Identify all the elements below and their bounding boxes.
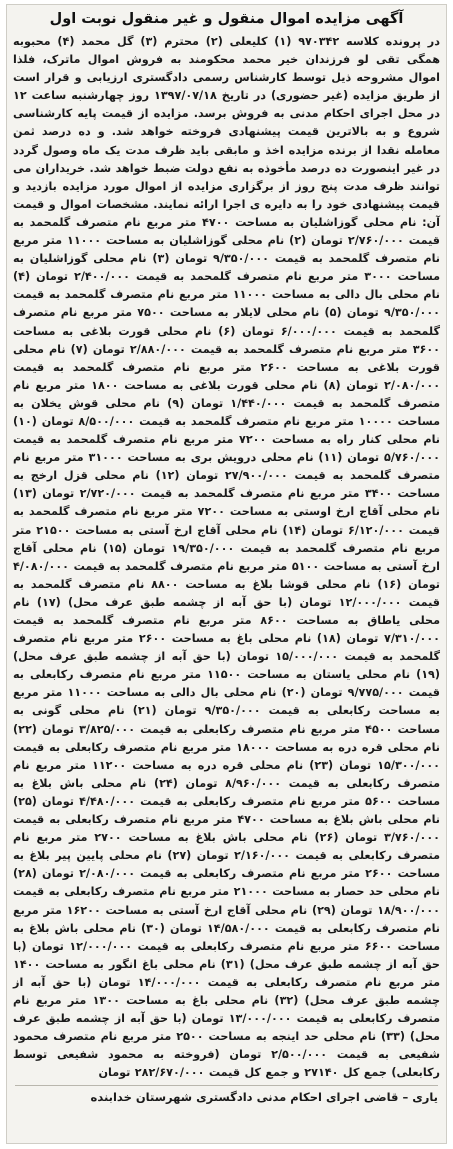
notice-body: در پرونده کلاسه ۹۷۰۳۴۲ (۱) کلیعلی (۲) محترم (۳) گل محمد (۴) محبوبه همگی تقی لو فرزندان خیر محمد محکومند به فروش اموال ماترک، فلذا اموال مشروحه ذیل توسط کارشناس رسمی دادگستری ارزیابی و قرار است از طریق مزایده (غیر حضوری) در تاریخ ۱۳۹۷/۰۷/۱۸ روز چهارشنبه ساعت ۱۲ در محل اجرای احکام مدنی به فروش برسد. مزایده از قیمت پایه کارشناسی شروع و به بالاترین قیمت پیشنهادی فروخته خواهد شد. و ده درصد ثمن معامله نقدا از برنده مزایده اخذ و مابقی باید ظرف مدت یک ماه وصول گردد در غیر اینصورت ده درصد مأخوذه به نفع دولت ضبط خواهد شد. خریداران می توانند ظرف مدت پنج روز از برگزاری مزایده از اموال مورد مزایده بازدید و قیمت پیشنهادی خود را به دایره ی اجرا ارائه نمایند. مشخصات اموال و قیمت آن: نام محلی گوزاشلیان به مساحت ۴۷۰۰ متر مربع نام متصرف گلمحمد به قیمت ۲/۷۶۰/۰۰۰ تومان (۲) نام محلی گوزاشلیان به مساحت ۱۱۰۰۰ متر مربع نام متصرف گلمحمد به قیمت ۹/۳۵۰/۰۰۰ تومان (۳) نام محلی گوزاشلیان به مساحت ۳۰۰۰ متر مربع نام متصرف گلمحمد به قیمت ۲/۴۰۰/۰۰۰ تومان (۴) نام محلی بال دالی به مساحت ۱۱۰۰۰ متر مربع نام متصرف گلمحمد به قیمت ۹/۳۵۰/۰۰۰ تومان (۵) نام محلی لایلار به مساحت ۷۵۰۰ متر مربع نام متصرف گلمحمد به قیمت ۶/۰۰۰/۰۰۰ تومان (۶) نام محلی قورت بلاغی به مساحت ۳۶۰۰ متر مربع نام متصرف گلمحمد به قیمت ۲/۸۸۰/۰۰۰ تومان (۷) نام محلی قورت بلاغی به مساحت ۲۶۰۰ متر مربع نام متصرف گلمحمد به قیمت ۲/۰۸۰/۰۰۰ تومان (۸) نام محلی قورت بلاغی به مساحت ۱۸۰۰ متر مربع نام متصرف گلمحمد به قیمت ۱/۴۴۰/۰۰۰ تومان (۹) نام محلی قوش یخلان به مساحت ۱۰۰۰۰ متر مربع نام متصرف گلمحمد به قیمت ۸/۵۰۰/۰۰۰ تومان (۱۰) نام محلی کنار راه به مساحت ۷۲۰۰ متر مربع نام متصرف گلمحمد به قیمت ۵/۷۶۰/۰۰۰ تومان (۱۱) نام محلی درویش بری به مساحت ۳۱۰۰۰ متر مربع نام متصرف گلمحمد به قیمت ۲۷/۹۰۰/۰۰۰ تومان (۱۲) نام محلی قزل ارخج به مساحت ۳۴۰۰ متر مربع نام متصرف گلمحمد به قیمت ۲/۷۲۰/۰۰۰ تومان (۱۳) نام محلی آقاج ارخ اوستی به مساحت ۷۲۰۰ متر مربع نام متصرف گلمحمد به قیمت ۶/۱۲۰/۰۰۰ تومان (۱۴) نام محلی آقاج ارخ آستی به مساحت ۲۱۵۰۰ متر مربع نام متصرف گلمحمد به قیمت ۱۹/۳۵۰/۰۰۰ تومان (۱۵) نام محلی آقاج ارخ آستی به مساحت ۵۱۰۰ متر مربع نام متصرف گلمحمد به قیمت ۴/۰۸۰/۰۰۰ تومان (۱۶) نام محلی قوشا بلاغ به مساحت ۸۸۰۰ نام متصرف گلمحمد به قیمت ۱۲/۰۰۰/۰۰۰ تومان (با حق آبه از چشمه طبق عرف محل) (۱۷) نام محلی یاطاق به مساحت ۸۶۰۰ متر مربع نام متصرف گلمحمد به قیمت ۷/۳۱۰/۰۰۰ تومان (۱۸) نام محلی باغ به مساحت ۲۶۰۰ متر مربع نام متصرف گلمحمد به قیمت ۱۵/۰۰۰/۰۰۰ تومان (با حق آبه از چشمه طبق عرف محل) (۱۹) نام محلی یاستان به مساحت ۱۱۵۰۰ متر مربع نام متصرف رکابعلی به قیمت ۹/۷۷۵/۰۰۰ تومان (۲۰) نام محلی بال دالی به مساحت ۱۱۰۰۰ متر مربع به مساحت رکابعلی به قیمت ۹/۳۵۰/۰۰۰ تومان (۲۱) نام محلی گونی به مساحت ۴۵۰۰ متر مربع نام متصرف رکابعلی به قیمت ۳/۸۲۵/۰۰۰ تومان (۲۲) نام محلی قره دره به مساحت ۱۸۰۰۰ متر مربع نام متصرف رکابعلی به قیمت ۱۵/۳۰۰/۰۰۰ تومان (۲۳) نام محلی قره دره به مساحت ۱۱۲۰۰ متر مربع نام متصرف رکابعلی به قیمت ۸/۹۶۰/۰۰۰ تومان (۲۴) نام محلی باش بلاغ به مساحت ۵۶۰۰ متر مربع نام متصرف رکابعلی به قیمت ۴/۴۸۰/۰۰۰ تومان (۲۵) نام محلی باش بلاغ به مساحت ۴۷۰۰ متر مربع نام متصرف رکابعلی به قیمت ۳/۷۶۰/۰۰۰ تومان (۲۶) نام محلی باش بلاغ به مساحت ۲۷۰۰ متر مربع نام متصرف رکابعلی به قیمت ۲/۱۶۰/۰۰۰ تومان (۲۷) نام محلی پایین پیر بلاغ به مساحت ۲۶۰۰ متر مربع نام متصرف رکابعلی به قیمت ۲/۰۸۰/۰۰۰ تومان (۲۸) نام محلی حد حصار به مساحت ۲۱۰۰۰ متر مربع نام متصرف رکابعلی به قیمت ۱۸/۹۰۰/۰۰۰ تومان (۲۹) نام محلی آقاج ارخ آستی به مساحت ۱۶۲۰۰ متر مربع نام متصرف رکابعلی به قیمت ۱۴/۵۸۰/۰۰۰ تومان (۳۰) نام محلی باش بلاغ به مساحت ۶۶۰۰ متر مربع نام متصرف رکابعلی به قیمت ۱۲/۰۰۰/۰۰۰ تومان (با حق آبه از چشمه طبق عرف محل) (۳۱) نام محلی باغ انگور به مساحت ۱۴۰۰ متر مربع نام متصرف رکابعلی به قیمت ۱۴/۰۰۰/۰۰۰ تومان (با حق آبه از چشمه طبق عرف محل) (۳۲) نام محلی باغ به مساحت ۱۳۰۰ متر مربع نام متصرف رکابعلی به قیمت ۱۳/۰۰۰/۰۰۰ تومان (با حق آبه از چشمه طبق عرف محل) (۳۳) نام محلی حد اینجه به مساحت ۲۵۰۰ متر مربع نام متصرف محمود شفیعی به قیمت ۲/۵۰۰/۰۰۰ تومان (فروخته به محمود شفیعی توسط رکابعلی) جمع کل ۲۷۱۴۰ و جمع کل قیمت ۲۸۲/۶۷۰/۰۰۰ تومان [13, 35, 441, 1080]
newspaper-clipping [6, 4, 447, 1144]
judge-signature: یاری – قاضی اجرای احکام مدنی دادگستری شهرستان خدابنده [15, 1085, 438, 1106]
notice-title: آگهی مزایده اموال منقول و غیر منقول نوبت اول [49, 11, 404, 27]
